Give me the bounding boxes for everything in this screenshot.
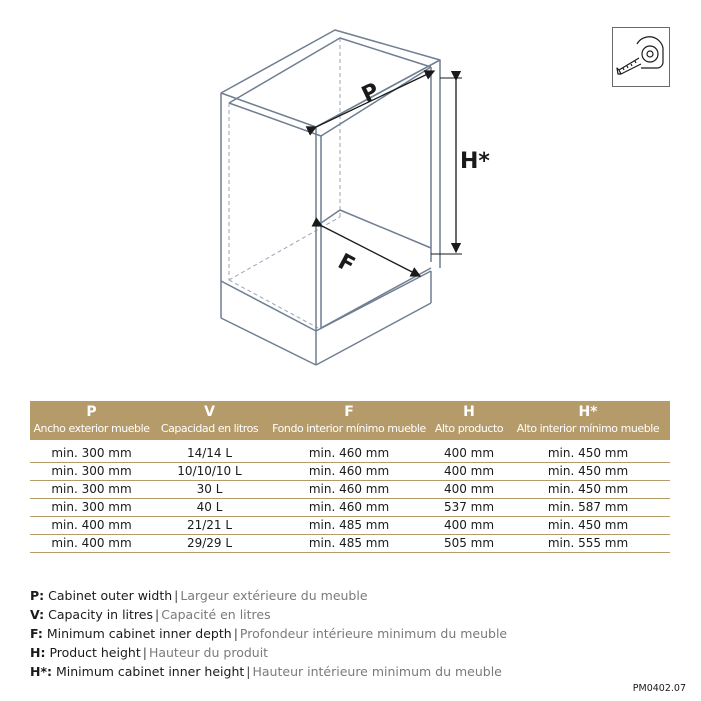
column-symbol: H* (578, 404, 598, 420)
column-symbol: H (463, 404, 475, 420)
legend-english: Minimum cabinet inner depth (46, 626, 232, 641)
table-cell: min. 460 mm (266, 463, 432, 481)
legend-separator: | (246, 664, 251, 679)
legend-english: Capacity in litres (48, 607, 153, 622)
legend-english: Cabinet outer width (48, 588, 173, 603)
table-cell: min. 450 mm (506, 481, 670, 499)
table-row (30, 499, 670, 517)
legend-separator: | (174, 588, 179, 603)
table-cell: 10/10/10 L (153, 463, 266, 481)
table-cell: 30 L (153, 481, 266, 499)
table-cell: min. 460 mm (266, 440, 432, 463)
legend-separator: | (233, 626, 238, 641)
tape-measure-icon (613, 28, 669, 86)
table-cell: min. 300 mm (30, 463, 153, 481)
legend-key: H: (30, 645, 46, 660)
table-row (30, 517, 670, 535)
table-cell: min. 460 mm (266, 499, 432, 517)
table-cell: min. 400 mm (30, 517, 153, 535)
table-cell: 29/29 L (153, 535, 266, 553)
reference-code: PM0402.07 (632, 683, 686, 694)
legend-separator: | (142, 645, 147, 660)
column-header-h-star (506, 401, 670, 440)
dimension-label-h: H* (460, 149, 490, 174)
legend-item-v (30, 605, 507, 624)
table-cell: min. 400 mm (30, 535, 153, 553)
table-cell: 21/21 L (153, 517, 266, 535)
column-header-f (266, 401, 432, 440)
table-row (30, 463, 670, 481)
legend-separator: | (155, 607, 160, 622)
table-cell: min. 460 mm (266, 481, 432, 499)
legend-french: Capacité en litres (161, 607, 271, 622)
column-header-h (432, 401, 506, 440)
table-cell: min. 485 mm (266, 517, 432, 535)
table-cell: min. 555 mm (506, 535, 670, 553)
table-cell: min. 587 mm (506, 499, 670, 517)
column-label: Alto interior mínimo mueble (516, 422, 660, 435)
legend-key: H*: (30, 664, 52, 679)
table-row (30, 481, 670, 499)
table-cell: min. 450 mm (506, 517, 670, 535)
legend-key: P: (30, 588, 45, 603)
table-cell: 505 mm (432, 535, 506, 553)
column-symbol: V (204, 404, 215, 420)
table-row (30, 440, 670, 463)
legend-french: Largeur extérieure du meuble (180, 588, 368, 603)
legend-french: Hauteur du produit (148, 645, 269, 660)
table-cell: min. 300 mm (30, 499, 153, 517)
table-cell: 400 mm (432, 440, 506, 463)
table-row (30, 535, 670, 553)
table-cell: 400 mm (432, 517, 506, 535)
legend-french: Profondeur intérieure minimum du meuble (239, 626, 508, 641)
table-cell: 14/14 L (153, 440, 266, 463)
legend-french: Hauteur intérieure minimum du meuble (252, 664, 502, 679)
table-cell: 40 L (153, 499, 266, 517)
legend-item-p (30, 586, 507, 605)
legend-item-f (30, 624, 507, 643)
column-label: Capacidad en litros (160, 422, 259, 435)
legend (30, 586, 507, 681)
table-cell: 400 mm (432, 481, 506, 499)
legend-english: Minimum cabinet inner height (55, 664, 245, 679)
column-label: Alto producto (434, 422, 504, 435)
column-header-v (153, 401, 266, 440)
column-symbol: F (344, 404, 354, 420)
specifications-table (30, 401, 670, 553)
legend-item-h (30, 643, 507, 662)
table-cell: 537 mm (432, 499, 506, 517)
table-cell: min. 450 mm (506, 463, 670, 481)
table-cell: min. 300 mm (30, 481, 153, 499)
legend-key: F: (30, 626, 43, 641)
table-cell: min. 485 mm (266, 535, 432, 553)
table-cell: min. 450 mm (506, 440, 670, 463)
table-cell: min. 300 mm (30, 440, 153, 463)
column-label: Fondo interior mínimo mueble (272, 422, 426, 435)
dimension-label-f: F (333, 249, 359, 279)
column-symbol: P (86, 404, 97, 420)
table-header-row (30, 401, 670, 440)
legend-item-h-star (30, 662, 507, 681)
table-cell: 400 mm (432, 463, 506, 481)
dimension-label-p: P (358, 78, 384, 109)
column-header-p (30, 401, 153, 440)
legend-english: Product height (49, 645, 141, 660)
tape-measure-badge (612, 27, 670, 87)
column-label: Ancho exterior mueble (33, 422, 150, 435)
legend-key: V: (30, 607, 45, 622)
